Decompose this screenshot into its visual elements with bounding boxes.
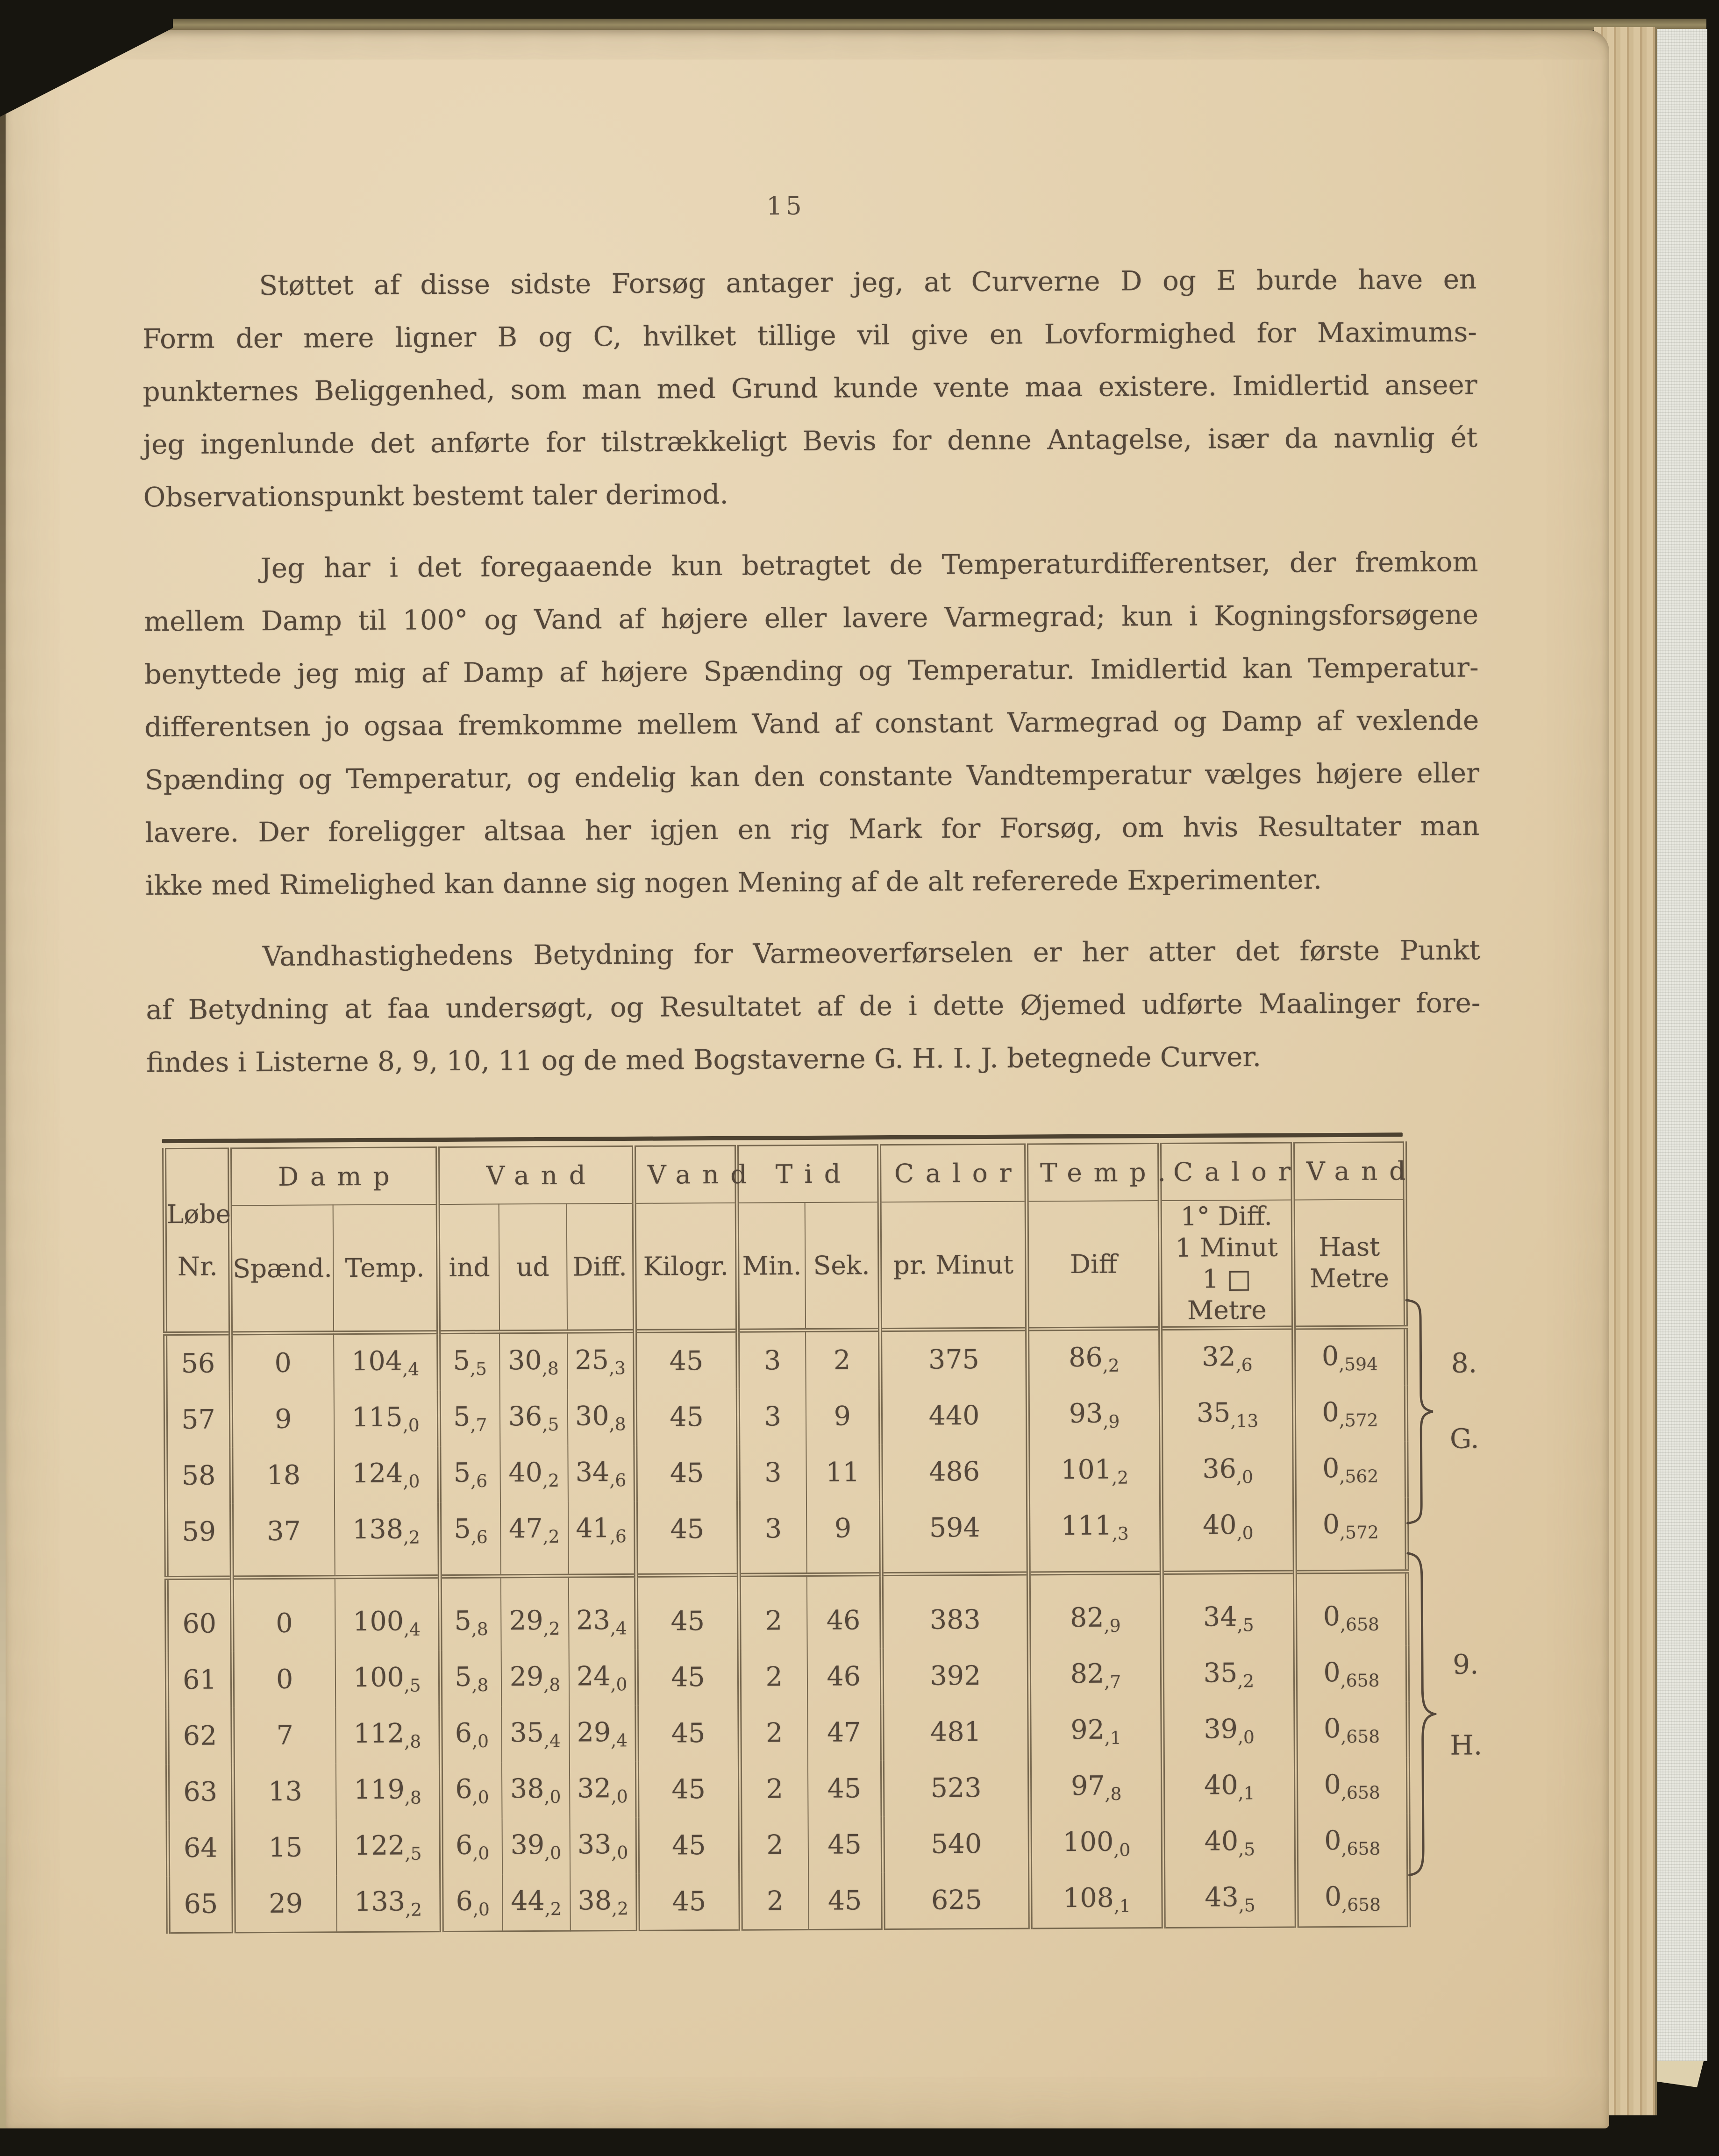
table-cell: 29,4 bbox=[569, 1706, 637, 1762]
table-row bbox=[166, 1442, 1407, 1504]
column-header-line: Diff. bbox=[572, 1251, 627, 1282]
table-cell: 45 bbox=[635, 1501, 739, 1576]
table-cell: 93,9 bbox=[1027, 1387, 1161, 1443]
run-number-cell: 62 bbox=[183, 1720, 217, 1752]
run-number-cell: 65 bbox=[184, 1888, 218, 1920]
table-cell: 34,6 bbox=[568, 1445, 636, 1502]
row-group bbox=[165, 1327, 1407, 1578]
table-cell: 39,0 bbox=[502, 1818, 570, 1875]
table-cell: 40,0 bbox=[1161, 1498, 1295, 1573]
table-cell: 15 bbox=[233, 1820, 336, 1876]
table-cell: 112,8 bbox=[335, 1707, 441, 1763]
table-cell: 29,2 bbox=[500, 1576, 569, 1651]
table-cell: 0,658 bbox=[1295, 1646, 1408, 1702]
table-cell: 375 bbox=[880, 1329, 1028, 1388]
table-cell: 5,8 bbox=[440, 1651, 501, 1707]
table-row bbox=[167, 1702, 1408, 1765]
paragraph bbox=[143, 535, 1480, 912]
table-cell: 0 bbox=[232, 1577, 335, 1652]
table-cell: 7 bbox=[233, 1708, 336, 1764]
table-cell: 0,658 bbox=[1296, 1702, 1408, 1758]
table-cell: 92,1 bbox=[1029, 1703, 1163, 1759]
table-cell: 82,9 bbox=[1028, 1573, 1162, 1648]
table-cell: 11 bbox=[806, 1444, 881, 1501]
run-number-cell: 58 bbox=[181, 1460, 216, 1492]
column-header-line: Diff bbox=[1070, 1249, 1117, 1279]
table-cell: 9 bbox=[806, 1501, 881, 1575]
column-header bbox=[438, 1204, 499, 1332]
table-cell: 594 bbox=[881, 1500, 1028, 1574]
table-cell: 41,6 bbox=[568, 1501, 636, 1576]
table-cell: 100,5 bbox=[335, 1651, 441, 1707]
table-cell: 38,0 bbox=[501, 1762, 570, 1819]
row-group-label: 8. bbox=[1451, 1347, 1477, 1379]
table-row bbox=[165, 1386, 1406, 1448]
run-number-cell: 64 bbox=[183, 1832, 218, 1864]
text-line: mellem Damp til 100° og Vand af højere eller lavere Varmegrad; kun i Kogningsforsøgene bbox=[143, 598, 1479, 638]
table-cell: 36,5 bbox=[499, 1390, 568, 1446]
column-header-line: Spænd. bbox=[233, 1252, 333, 1284]
table-cell: 36,0 bbox=[1161, 1442, 1295, 1499]
table-cell: 45 bbox=[636, 1649, 740, 1706]
table-cell: 0,562 bbox=[1294, 1442, 1407, 1498]
table-cell: 39,0 bbox=[1163, 1702, 1296, 1759]
column-header bbox=[1293, 1199, 1405, 1328]
table-cell: 2 bbox=[741, 1873, 809, 1930]
table-row bbox=[168, 1870, 1409, 1933]
text-line: Spænding og Temperatur, og endelig kan den constante Vandtemperatur vælges højere eller bbox=[144, 757, 1480, 796]
table-cell: 45 bbox=[637, 1761, 740, 1818]
table-cell: 40,2 bbox=[500, 1446, 568, 1502]
column-header bbox=[1160, 1200, 1293, 1329]
table-cell: 97,8 bbox=[1029, 1759, 1163, 1815]
table-cell: 82,7 bbox=[1029, 1647, 1163, 1703]
table-cell: 119,8 bbox=[335, 1763, 441, 1819]
run-number-cell: 56 bbox=[181, 1348, 215, 1380]
table-cell: 24,0 bbox=[569, 1650, 637, 1706]
text-line: punkternes Beliggenhed, som man med Grund kunde vente maa existere. Imidlertid anseer bbox=[143, 369, 1477, 408]
table-cell: 481 bbox=[882, 1704, 1030, 1761]
column-group-label: Tid bbox=[736, 1145, 879, 1203]
column-group-label: Vand bbox=[634, 1146, 737, 1203]
column-header-line: Temp. bbox=[345, 1252, 425, 1283]
table-cell: 3 bbox=[738, 1444, 806, 1501]
table-cell: 34,5 bbox=[1162, 1572, 1295, 1647]
text-line: differentsen jo ogsaa fremkomme mellem Vand af constant Varmegrad og Damp af vexlende bbox=[144, 704, 1479, 743]
row-group-label: 9. bbox=[1452, 1648, 1479, 1680]
corner-stack bbox=[166, 1167, 231, 1314]
table-cell: 45 bbox=[807, 1761, 883, 1817]
table-row bbox=[167, 1758, 1408, 1821]
corner-label: Nr. bbox=[177, 1251, 218, 1282]
table-cell: 2 bbox=[806, 1330, 881, 1388]
table-cell: 33,0 bbox=[570, 1818, 638, 1874]
column-header-line: Kilogr. bbox=[643, 1251, 729, 1281]
table-cell: 0,658 bbox=[1296, 1758, 1408, 1814]
table-cell: 86,2 bbox=[1027, 1329, 1161, 1388]
table-cell: 625 bbox=[883, 1872, 1031, 1929]
table-cell: 47,2 bbox=[500, 1502, 568, 1576]
table-cell: 35,13 bbox=[1161, 1386, 1294, 1443]
table-cell: 5,6 bbox=[439, 1502, 500, 1577]
table-cell: 47 bbox=[807, 1705, 883, 1761]
table-cell: 13 bbox=[233, 1764, 336, 1820]
column-header-line: Sek. bbox=[813, 1250, 870, 1281]
column-header-line: 1° Diff. bbox=[1180, 1201, 1273, 1231]
paragraph bbox=[142, 253, 1478, 524]
corner-cell bbox=[164, 1148, 231, 1334]
table-cell: 3 bbox=[738, 1501, 806, 1575]
table bbox=[162, 1141, 1418, 1934]
table-cell: 25,3 bbox=[567, 1331, 635, 1390]
row-group bbox=[166, 1572, 1409, 1933]
table-cell: 5,7 bbox=[439, 1390, 500, 1447]
table-header bbox=[164, 1142, 1418, 1334]
column-group-label: Calor bbox=[1159, 1143, 1293, 1201]
table-cell: 6,0 bbox=[441, 1707, 502, 1763]
column-header bbox=[230, 1205, 333, 1333]
table-cell: 108,1 bbox=[1030, 1871, 1164, 1928]
row-group-brace bbox=[1405, 1298, 1436, 1525]
table-cell: 44,2 bbox=[502, 1874, 571, 1931]
table-cell: 32,6 bbox=[1161, 1328, 1294, 1387]
table-cell: 32,0 bbox=[569, 1762, 637, 1818]
run-number-cell: 63 bbox=[183, 1776, 218, 1808]
column-group-label: Temp. bbox=[1026, 1144, 1160, 1202]
table-cell: 104,4 bbox=[334, 1332, 439, 1391]
table-row bbox=[168, 1814, 1409, 1877]
table-cell: 100,4 bbox=[335, 1577, 440, 1651]
table-cell: 45 bbox=[637, 1817, 741, 1874]
table-cell: 2 bbox=[739, 1649, 807, 1705]
column-header bbox=[499, 1204, 567, 1332]
row-group-brace bbox=[1406, 1551, 1438, 1878]
table-cell: 38,2 bbox=[570, 1874, 638, 1931]
table-row bbox=[166, 1572, 1407, 1652]
table-cell: 9 bbox=[806, 1388, 881, 1445]
text-line: Vandhastighedens Betydning for Varmeoverførselen er her atter det første Punkt bbox=[262, 934, 1480, 973]
table-cell: 486 bbox=[881, 1444, 1028, 1501]
table-cell: 0,572 bbox=[1294, 1386, 1406, 1442]
table-cell: 23,4 bbox=[568, 1576, 636, 1650]
table-cell: 43,5 bbox=[1163, 1871, 1297, 1928]
column-group-label: Vand bbox=[437, 1146, 634, 1204]
table-cell: 46 bbox=[807, 1649, 882, 1705]
table-cell: 45 bbox=[635, 1331, 738, 1390]
table-cell: 40,1 bbox=[1163, 1758, 1296, 1815]
column-header-line: pr. Minut bbox=[893, 1249, 1014, 1280]
table-cell: 5,5 bbox=[439, 1332, 500, 1390]
column-header bbox=[879, 1202, 1027, 1331]
table-cell: 5,8 bbox=[440, 1576, 501, 1651]
table-cell: 0,572 bbox=[1294, 1498, 1407, 1573]
table-cell: 30,8 bbox=[567, 1389, 635, 1446]
column-header-line: Metre bbox=[1309, 1263, 1390, 1294]
column-header-line: Min. bbox=[742, 1250, 802, 1281]
header-group-row bbox=[164, 1142, 1405, 1206]
table-cell: 115,0 bbox=[334, 1390, 439, 1447]
table-cell: 45 bbox=[635, 1445, 739, 1501]
corner-label: Løbe bbox=[166, 1199, 231, 1230]
table-cell: 5,6 bbox=[439, 1446, 500, 1503]
table-cell: 45 bbox=[808, 1873, 884, 1930]
table-cell: 45 bbox=[636, 1575, 739, 1650]
table-cell: 46 bbox=[806, 1574, 882, 1649]
table-cell: 0,658 bbox=[1296, 1814, 1409, 1871]
table-cell: 2 bbox=[739, 1575, 807, 1649]
column-header bbox=[737, 1203, 805, 1331]
column-group-label: Calor bbox=[879, 1144, 1027, 1202]
table-cell: 523 bbox=[882, 1760, 1030, 1817]
table-cell: 0 bbox=[231, 1333, 334, 1392]
table-cell: 35,2 bbox=[1162, 1646, 1296, 1703]
table-cell: 138,2 bbox=[334, 1502, 440, 1577]
table-cell: 2 bbox=[740, 1817, 808, 1873]
column-header-line: Hast bbox=[1318, 1231, 1380, 1262]
text-line: Observationspunkt bestemt taler derimod. bbox=[143, 478, 729, 513]
table-cell: 440 bbox=[880, 1388, 1028, 1444]
column-group-label: Vand bbox=[1292, 1142, 1405, 1200]
text-line: Jeg har i det foregaaende kun betragtet de Temperaturdifferentser, der fremkom bbox=[260, 546, 1478, 584]
table-cell: 40,5 bbox=[1163, 1814, 1297, 1871]
text-line: Form der mere ligner B og C, hvilket tillige vil give en Lovformighed for Maximums- bbox=[142, 316, 1477, 355]
column-header-line: 1 Minut bbox=[1175, 1232, 1278, 1263]
table-cell: 37 bbox=[231, 1503, 335, 1578]
table-row bbox=[167, 1646, 1408, 1708]
table-cell: 29 bbox=[234, 1876, 337, 1933]
table-cell: 3 bbox=[738, 1388, 806, 1445]
table-row bbox=[166, 1498, 1407, 1578]
table-cell: 29,8 bbox=[501, 1650, 569, 1707]
table-cell: 45 bbox=[638, 1873, 741, 1931]
run-number-cell: 61 bbox=[183, 1664, 217, 1696]
run-number-cell: 60 bbox=[166, 1578, 232, 1652]
page-number: 15 bbox=[766, 191, 805, 221]
column-header-line: ud bbox=[516, 1252, 549, 1282]
text-line: findes i Listerne 8, 9, 10, 11 og de med Bogstaverne G. H. I. J. betegnede Curver. bbox=[146, 1040, 1262, 1079]
row-group-label: H. bbox=[1450, 1729, 1483, 1761]
column-header bbox=[634, 1203, 737, 1331]
run-number-cell: 57 bbox=[181, 1404, 215, 1436]
table-cell: 45 bbox=[808, 1817, 883, 1873]
table-cell: 100,0 bbox=[1030, 1815, 1163, 1871]
table-cell: 0,658 bbox=[1297, 1870, 1409, 1928]
table-cell: 133,2 bbox=[336, 1875, 442, 1932]
table-cell: 30,8 bbox=[499, 1332, 568, 1390]
column-group-label: Damp bbox=[230, 1147, 438, 1206]
text-line: jeg ingenlunde det anførte for tilstrækkeligt Bevis for denne Antagelse, især da navnlig ét bbox=[143, 421, 1478, 461]
column-header bbox=[566, 1203, 635, 1332]
table-cell: 45 bbox=[635, 1389, 738, 1445]
run-number-cell: 59 bbox=[182, 1516, 216, 1548]
row-group-label: G. bbox=[1449, 1423, 1479, 1455]
column-header bbox=[805, 1202, 880, 1331]
paragraph bbox=[146, 924, 1481, 1089]
table-cell: 2 bbox=[740, 1761, 808, 1817]
text-line: Støttet af disse sidste Forsøg antager jeg, at Curverne D og E burde have en bbox=[259, 263, 1477, 302]
table-cell: 6,0 bbox=[441, 1763, 502, 1819]
text-line: ikke med Rimelighed kan danne sig nogen Mening af de alt refererede Experimenter. bbox=[145, 863, 1322, 902]
table-cell: 6,0 bbox=[441, 1819, 502, 1875]
table-cell: 9 bbox=[231, 1391, 334, 1448]
table-cell: 124,0 bbox=[334, 1446, 440, 1503]
column-header bbox=[1027, 1201, 1160, 1329]
table-cell: 0,594 bbox=[1294, 1327, 1406, 1386]
text-line: benyttede jeg mig af Damp af højere Spænding og Temperatur. Imidlertid kan Temperatur- bbox=[144, 651, 1479, 690]
table-cell: 2 bbox=[740, 1705, 808, 1761]
text-line: af Betydning at faa undersøgt, og Resultatet af de i dette Øjemed udførte Maalinger fore- bbox=[146, 987, 1481, 1026]
text-line: lavere. Der foreligger altsaa her igjen en rig Mark for Forsøg, om hvis Resultater man bbox=[145, 810, 1480, 849]
table-cell: 0 bbox=[232, 1651, 335, 1708]
table-cell: 3 bbox=[738, 1331, 806, 1389]
table-cell: 392 bbox=[882, 1648, 1029, 1705]
table-row bbox=[165, 1327, 1406, 1392]
header-sub-row bbox=[164, 1199, 1405, 1334]
table-cell: 45 bbox=[637, 1705, 740, 1762]
table-cell: 111,3 bbox=[1028, 1499, 1162, 1573]
paragraphs bbox=[142, 253, 1481, 1089]
measurement-table bbox=[162, 1132, 1418, 1934]
column-header bbox=[333, 1204, 438, 1333]
table-cell: 18 bbox=[231, 1447, 335, 1504]
table-cell: 122,5 bbox=[336, 1819, 442, 1875]
table-cell: 540 bbox=[883, 1816, 1030, 1873]
table-cell: 0,658 bbox=[1295, 1572, 1407, 1646]
table-cell: 101,2 bbox=[1028, 1443, 1162, 1499]
table-cell: 6,0 bbox=[442, 1875, 503, 1932]
table-cell: 35,4 bbox=[501, 1706, 570, 1763]
table-cell: 383 bbox=[881, 1573, 1029, 1648]
column-header-line: 1 □ Metre bbox=[1187, 1264, 1267, 1325]
table-top-rule bbox=[162, 1132, 1403, 1143]
column-header-line: ind bbox=[449, 1252, 490, 1282]
